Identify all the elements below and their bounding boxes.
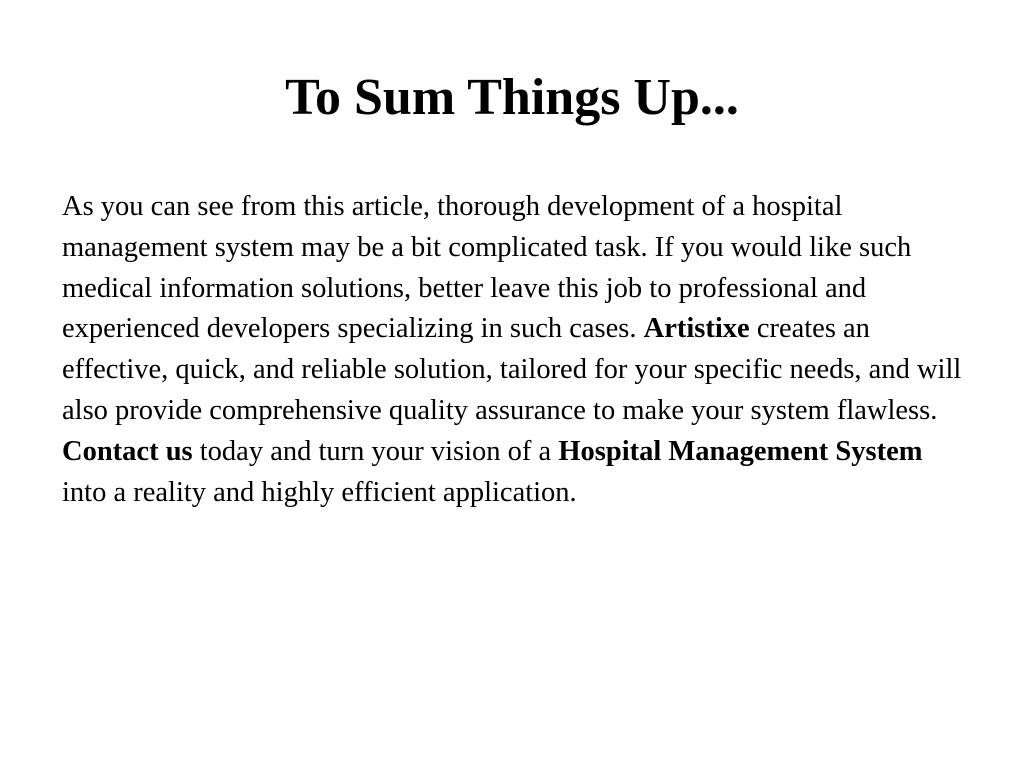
paragraph-text-1: As you can see from this article, thorough development of a hospital management system may be a bit complicated task. If you would like such medical information solutions, better leave this job to professional and experienced developers specializing in such cases. [62, 191, 912, 345]
paragraph-text-3: today and turn your vision of a [192, 435, 559, 467]
contact-us-text: Contact us [62, 435, 193, 467]
product-name: Hospital Management System [558, 435, 923, 467]
body-paragraph [62, 187, 962, 513]
paragraph-text-2: creates an effective, quick, and reliable solution, tailored for your specific needs, and will also provide comprehensive quality assurance to make your system flawless. [62, 313, 962, 426]
slide-title: To Sum Things Up... [285, 69, 739, 126]
paragraph-text-4: into a reality and highly efficient application. [62, 476, 577, 508]
brand-name: Artistixe [643, 313, 750, 345]
